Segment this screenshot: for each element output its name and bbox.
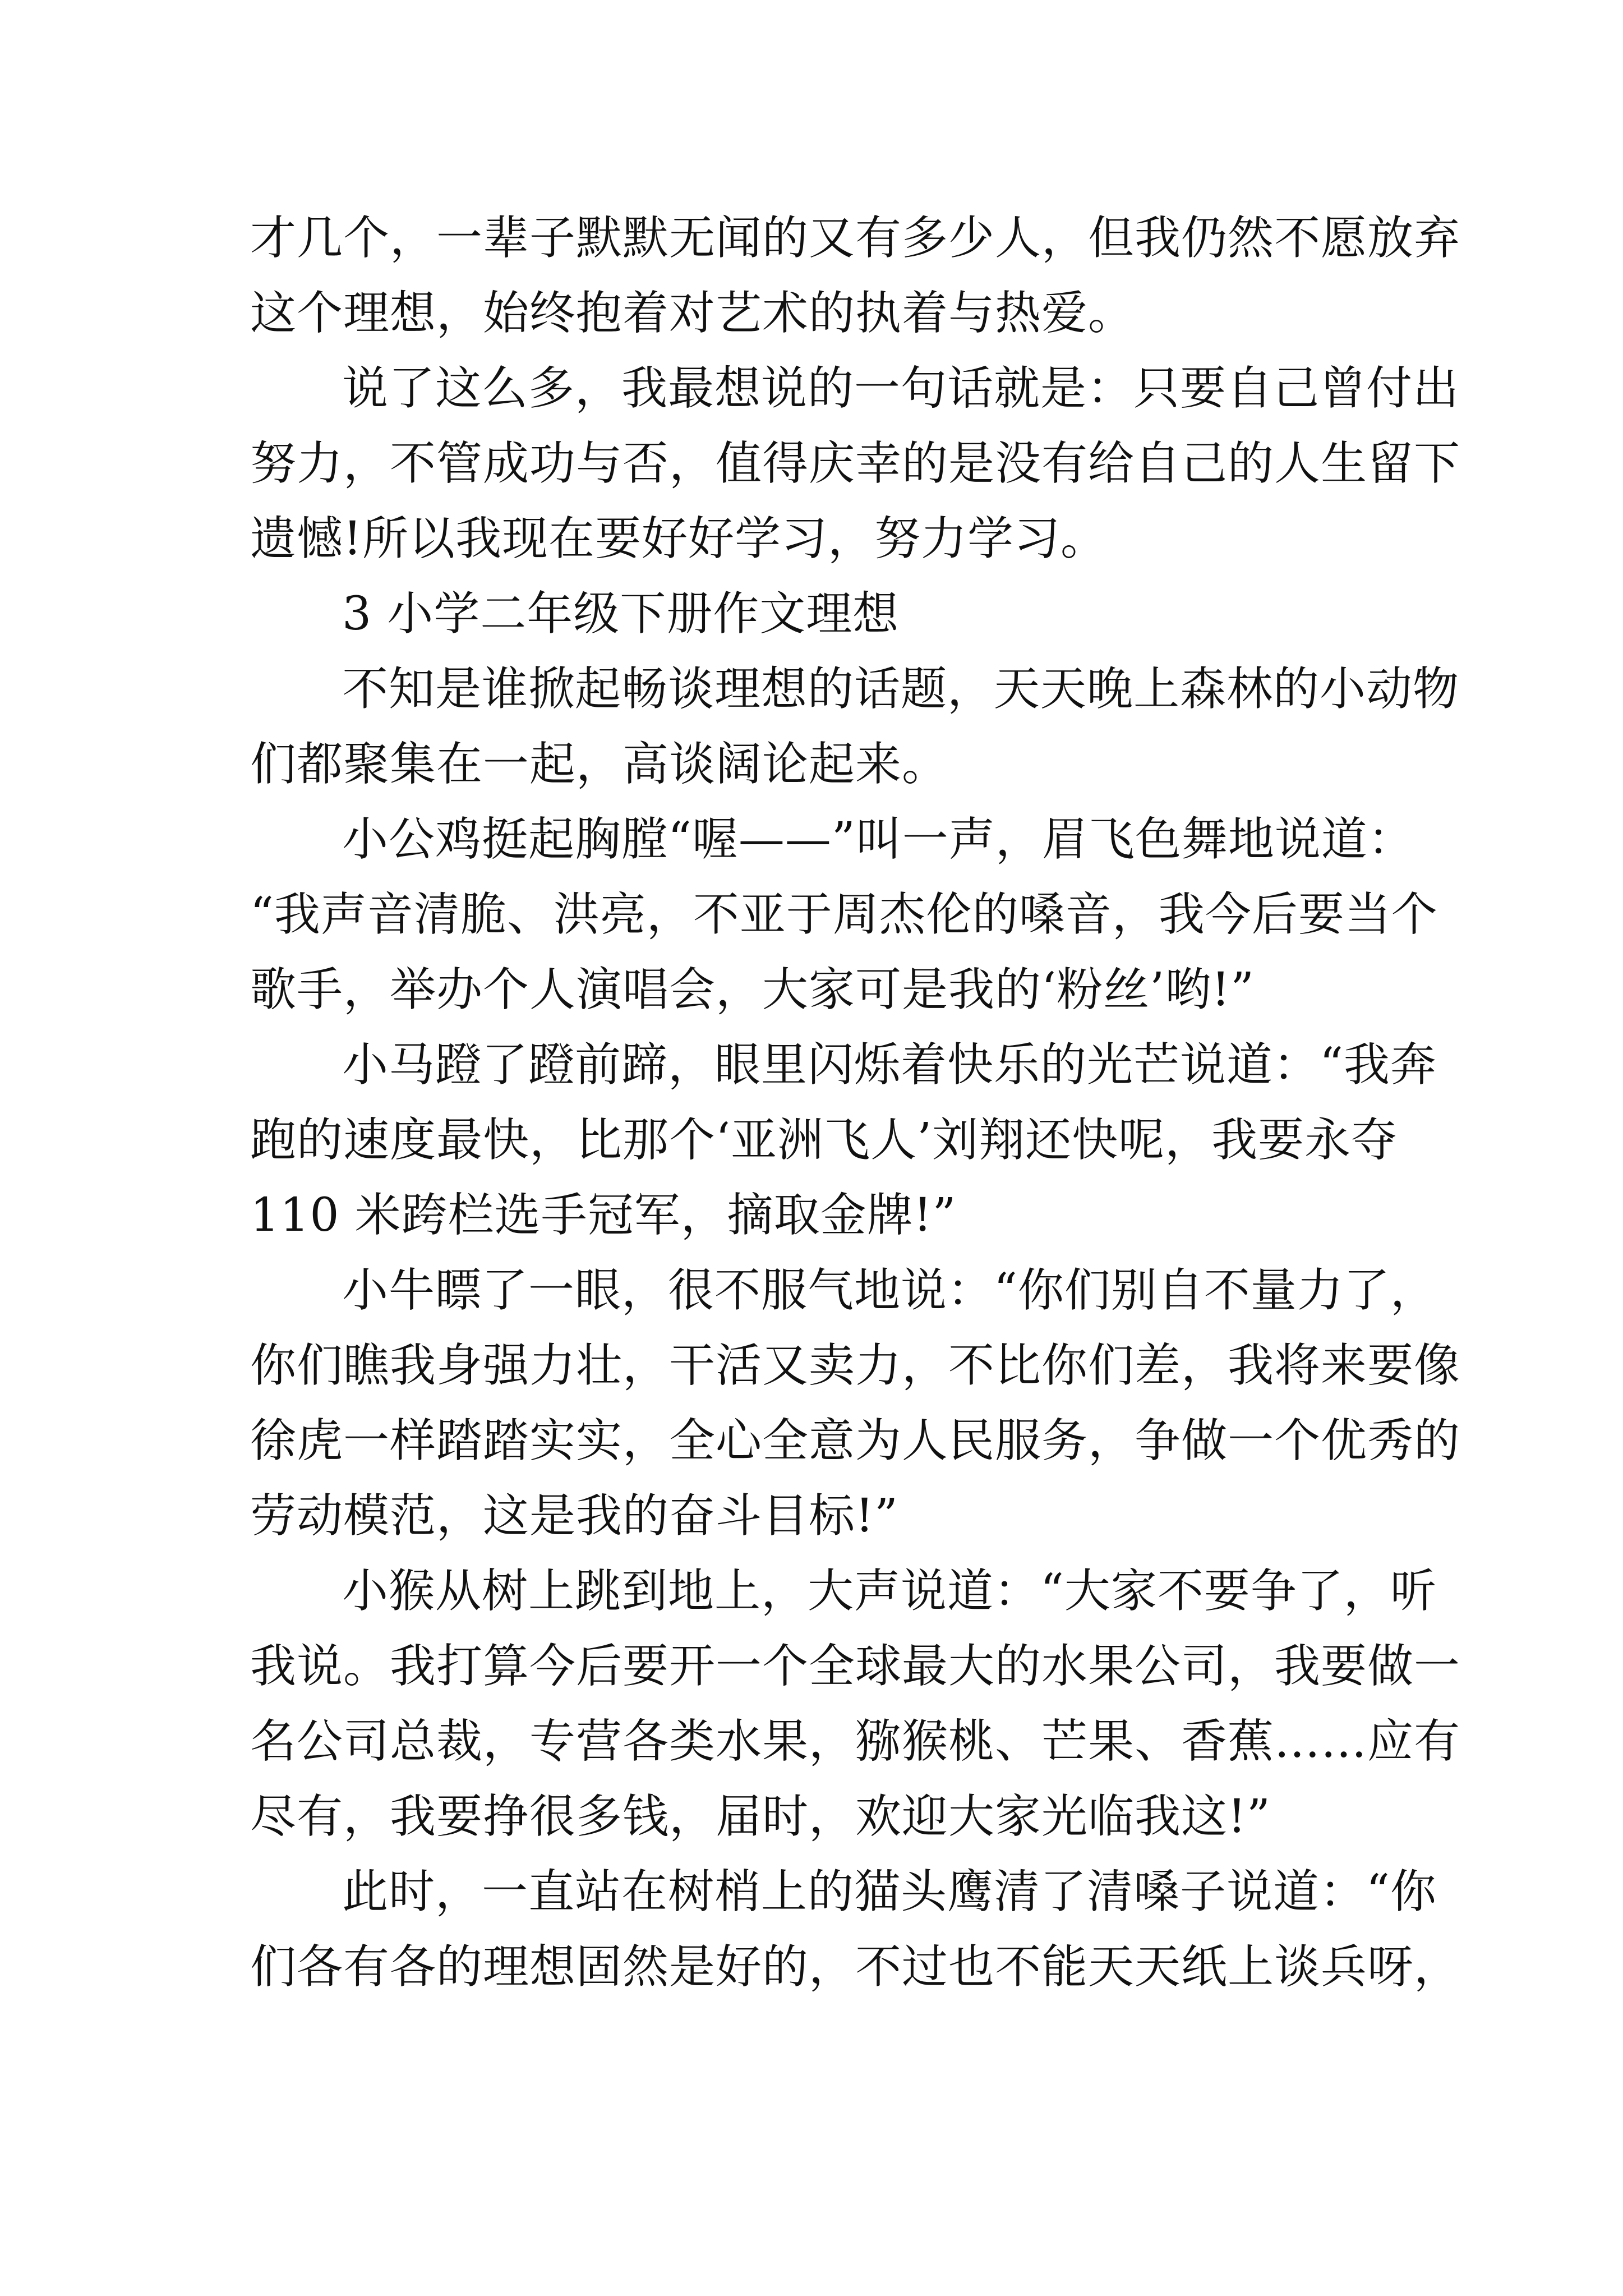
text-line: 小公鸡挺起胸膛“喔——”叫一声，眉飞色舞地说道： [342,813,1414,866]
text-line: 劳动模范，这是我的奋斗目标!” [250,1489,898,1543]
text-line: 说了这么多，我最想说的一句话就是：只要自己曾付出 [342,362,1460,415]
text-line: 我说。我打算今后要开一个全球最大的水果公司，我要做一 [250,1640,1461,1693]
text-line: 小马蹬了蹬前蹄，眼里闪烁着快乐的光芒说道：“我奔 [342,1038,1437,1092]
text-line: 跑的速度最快，比那个‘亚洲飞人’刘翔还快呢，我要永夺 [250,1114,1398,1167]
text-line: 这个理想，始终抱着对艺术的执着与热爱。 [250,287,1135,340]
text-line: 尽有，我要挣很多钱，届时，欢迎大家光临我这!” [250,1790,1271,1843]
text-line: 名公司总裁，专营各类水果，猕猴桃、芒果、香蕉……应有 [250,1715,1461,1768]
text-line: 小猴从树上跳到地上，大声说道：“大家不要争了，听 [342,1565,1437,1618]
text-line: 们都聚集在一起，高谈阔论起来。 [250,738,949,791]
text-line: 110 米跨栏选手冠军，摘取金牌!” [250,1189,957,1242]
text-line: 你们瞧我身强力壮，干活又卖力，不比你们差，我将来要像 [250,1339,1461,1392]
text-line: 遗憾!所以我现在要好好学习，努力学习。 [250,512,1107,565]
section-heading: 3 小学二年级下册作文理想 [342,587,900,641]
text-line: 努力，不管成功与否，值得庆幸的是没有给自己的人生留下 [250,437,1461,490]
text-line: “我声音清脆、洪亮，不亚于周杰伦的嗓音，我今后要当个 [250,888,1438,941]
text-line: 不知是谁掀起畅谈理想的话题，天天晚上森林的小动物 [342,662,1460,716]
text-line: 歌手，举办个人演唱会，大家可是我的‘粉丝’哟!” [250,963,1255,1016]
text-line: 此时，一直站在树梢上的猫头鹰清了清嗓子说道：“你 [342,1865,1437,1918]
document-body [250,201,1461,2005]
text-line: 们各有各的理想固然是好的，不过也不能天天纸上谈兵呀， [250,1940,1461,1994]
text-line: 才几个，一辈子默默无闻的又有多少人，但我仍然不愿放弃 [250,211,1461,265]
text-line: 徐虎一样踏踏实实，全心全意为人民服务，争做一个优秀的 [250,1414,1461,1467]
text-line: 小牛瞟了一眼，很不服气地说：“你们别自不量力了， [342,1264,1437,1317]
